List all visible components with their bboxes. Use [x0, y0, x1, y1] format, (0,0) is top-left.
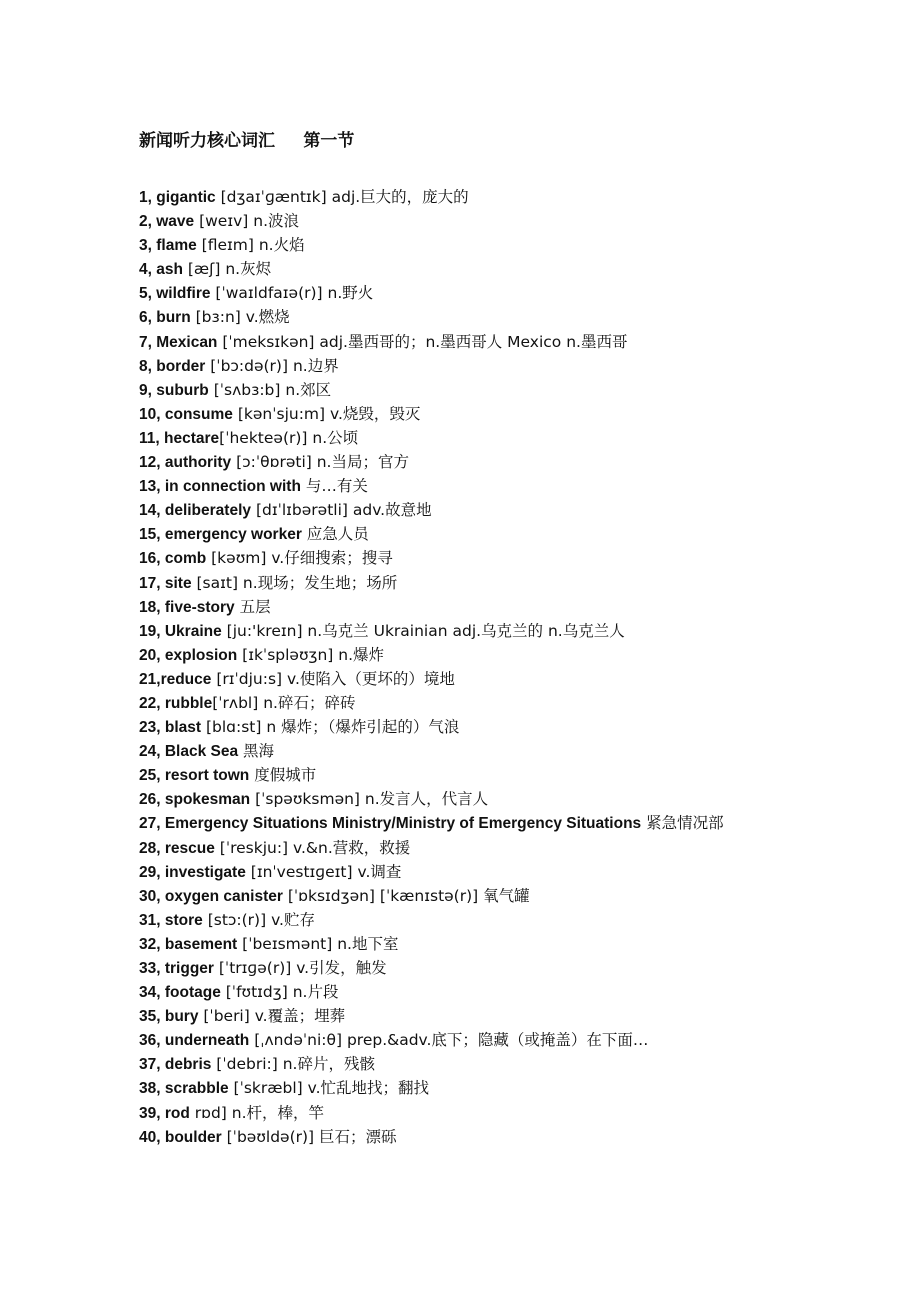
vocab-entry	[139, 185, 724, 209]
entry-headword	[139, 1008, 198, 1025]
entry-number: 7,	[139, 333, 157, 351]
vocab-entry	[139, 715, 724, 739]
entry-number: 12,	[139, 454, 165, 472]
entry-number: 34,	[139, 984, 165, 1002]
entry-headword	[139, 454, 231, 471]
entry-number: 18,	[139, 598, 165, 616]
vocab-entry	[139, 739, 724, 763]
entry-word: in connection with	[164, 478, 301, 496]
entry-definition: [blɑ:st] n 爆炸；（爆炸引起的）气浪	[201, 718, 460, 737]
entry-definition: [kəʊm] v.仔细搜索；搜寻	[206, 549, 393, 568]
entry-definition: [stɔ:(r)] v.贮存	[202, 910, 315, 929]
entry-number: 28,	[139, 839, 165, 857]
entry-word: burn	[156, 309, 191, 327]
entry-word: flame	[156, 237, 197, 255]
vocab-entry	[139, 498, 724, 522]
entry-definition: [weɪv] n.波浪	[194, 212, 300, 231]
entry-number: 36,	[139, 1032, 165, 1050]
entry-number: 22,	[139, 694, 165, 712]
entry-number: 24,	[139, 743, 165, 761]
entry-word: store	[164, 911, 203, 929]
entry-definition: [saɪt] n.现场；发生地；场所	[191, 573, 398, 592]
entry-word: wave	[156, 213, 195, 231]
entry-definition: [ˈdebri:] n.碎片，残骸	[211, 1055, 375, 1074]
entry-headword	[139, 1056, 211, 1073]
entry-definition: 应急人员	[301, 525, 369, 544]
entry-number: 5,	[139, 285, 157, 303]
entry-definition: 与…有关	[300, 477, 368, 496]
entry-word: boulder	[164, 1128, 222, 1146]
vocab-entry	[139, 595, 724, 619]
entry-number: 20,	[139, 646, 165, 664]
entry-definition: 黑海	[238, 742, 275, 761]
entry-headword	[139, 623, 222, 640]
entry-definition: [ju:'kreɪn] n.乌克兰 Ukrainian adj.乌克兰的 n.乌克兰人	[221, 621, 625, 640]
entry-definition: [ˈfʊtɪdʒ] n.片段	[220, 983, 339, 1002]
vocab-entry	[139, 378, 724, 402]
entry-word: hectare	[164, 429, 220, 447]
vocab-entry	[139, 836, 724, 860]
entry-number: 21,	[139, 670, 161, 688]
entry-headword	[139, 599, 235, 616]
entry-headword	[139, 984, 221, 1001]
vocab-entry	[139, 571, 724, 595]
entry-number: 38,	[139, 1080, 165, 1098]
entry-definition: [ˈberi] v.覆盖；埋葬	[198, 1007, 346, 1026]
entry-number: 25,	[139, 767, 165, 785]
entry-word: wildfire	[156, 285, 211, 303]
entry-definition: [ˈspəʊksmən] n.发言人，代言人	[250, 790, 489, 809]
entry-number: 31,	[139, 911, 165, 929]
entry-headword	[139, 767, 249, 784]
entry-headword	[139, 430, 219, 447]
entry-headword	[139, 213, 194, 230]
entry-headword	[139, 936, 237, 953]
entry-headword	[139, 647, 237, 664]
entry-number: 11,	[139, 429, 164, 447]
entry-word: deliberately	[164, 502, 252, 520]
entry-headword	[139, 815, 641, 832]
entry-headword	[139, 864, 246, 881]
entry-word: bury	[164, 1008, 199, 1026]
entry-headword	[139, 695, 212, 712]
entry-definition: [ɪkˈspləʊʒn] n.爆炸	[237, 645, 385, 664]
entry-headword	[139, 1105, 190, 1122]
entry-word: Emergency Situations Ministry/Ministry of Emergency Situations	[164, 815, 642, 833]
entry-word: five-story	[164, 598, 235, 616]
vocab-entry	[139, 787, 724, 811]
entry-word: scrabble	[164, 1080, 229, 1098]
entry-definition: [ɪnˈvestɪɡeɪt] v.调查	[245, 862, 402, 881]
entry-word: gigantic	[156, 189, 216, 206]
entry-word: resort town	[164, 767, 250, 785]
vocab-entry	[139, 305, 724, 329]
vocab-entry	[139, 1125, 724, 1149]
entry-word: oxygen canister	[164, 887, 283, 905]
entry-number: 30,	[139, 887, 165, 905]
vocab-entry	[139, 619, 724, 643]
entry-headword	[139, 526, 302, 543]
vocab-entry	[139, 426, 724, 450]
vocab-entry	[139, 932, 724, 956]
entry-word: blast	[164, 719, 202, 737]
entry-word: border	[156, 357, 206, 375]
page-title: 新闻听力核心词汇 第一节	[139, 131, 355, 150]
entry-number: 27,	[139, 815, 165, 833]
entry-definition: 五层	[234, 597, 271, 616]
entry-number: 9,	[139, 381, 157, 399]
entry-headword	[139, 840, 215, 857]
entry-headword	[139, 478, 301, 495]
entry-number: 37,	[139, 1056, 165, 1074]
entry-number: 17,	[139, 574, 165, 592]
vocabulary-list	[139, 185, 724, 1149]
entry-word: basement	[164, 935, 238, 953]
entry-definition: [dɪˈlɪbərətli] adv.故意地	[251, 501, 432, 520]
entry-definition: [ˈbəʊldə(r)] 巨石；漂砾	[221, 1127, 397, 1146]
vocab-entry	[139, 1076, 724, 1100]
entry-number: 2,	[139, 213, 157, 231]
entry-number: 4,	[139, 261, 157, 279]
entry-definition: [ˈreskju:] v.&n.营救，救援	[214, 838, 411, 857]
vocab-entry	[139, 257, 724, 281]
entry-definition: rɒd] n.杆，棒，竿	[189, 1103, 325, 1122]
entry-word: rod	[164, 1104, 190, 1122]
entry-definition: [ˈmeksɪkən] adj.墨西哥的；n.墨西哥人 Mexico n.墨西哥	[217, 332, 628, 351]
entry-headword	[139, 358, 205, 375]
entry-number: 23,	[139, 719, 165, 737]
entry-word: authority	[164, 454, 232, 472]
entry-definition: [ˈskræbl] v.忙乱地找；翻找	[228, 1079, 430, 1098]
entry-definition: [ˈrʌbl] n.碎石；碎砖	[212, 693, 356, 712]
entry-number: 8,	[139, 357, 157, 375]
entry-headword	[139, 237, 197, 254]
entry-headword	[139, 502, 251, 519]
entry-word: rubble	[164, 694, 213, 712]
entry-word: spokesman	[164, 791, 251, 809]
entry-number: 1,	[139, 189, 157, 206]
vocab-entry	[139, 474, 724, 498]
entry-headword	[139, 550, 206, 567]
vocab-entry	[139, 330, 724, 354]
entry-headword	[139, 888, 283, 905]
entry-word: underneath	[164, 1032, 250, 1050]
entry-number: 13,	[139, 478, 165, 496]
vocab-entry	[139, 667, 724, 691]
entry-word: rescue	[164, 839, 215, 857]
entry-headword	[139, 671, 211, 688]
entry-word: trigger	[164, 960, 214, 977]
entry-number: 32,	[139, 935, 165, 953]
entry-word: explosion	[164, 646, 238, 664]
entry-definition: 紧急情况部	[641, 814, 724, 833]
vocab-entry	[139, 908, 724, 932]
entry-definition: [ˈbeɪsmənt] n.地下室	[237, 934, 399, 953]
entry-definition: [dʒaɪˈɡæntɪk] adj.巨大的，庞大的	[215, 188, 469, 206]
entry-definition: [fleɪm] n.火焰	[196, 236, 305, 255]
vocab-entry	[139, 233, 724, 257]
entry-headword	[139, 334, 217, 351]
entry-word: comb	[164, 550, 207, 568]
entry-number: 14,	[139, 502, 165, 520]
entry-headword	[139, 719, 201, 736]
entry-definition: [ˈhekteə(r)] n.公顷	[219, 428, 359, 447]
vocab-entry	[139, 956, 724, 980]
entry-definition: [ˈwaɪldfaɪə(r)] n.野火	[210, 284, 374, 303]
vocab-entry	[139, 884, 724, 908]
vocab-entry	[139, 860, 724, 884]
vocab-entry	[139, 522, 724, 546]
vocab-entry	[139, 450, 724, 474]
entry-headword	[139, 261, 183, 278]
entry-definition: [rɪˈdju:s] v.使陷入（更坏的）境地	[211, 669, 455, 688]
vocab-entry	[139, 402, 724, 426]
entry-number: 19,	[139, 622, 165, 640]
entry-headword	[139, 575, 192, 592]
entry-headword	[139, 791, 250, 808]
vocab-entry	[139, 1004, 724, 1028]
entry-headword	[139, 285, 211, 302]
entry-number: 40,	[139, 1128, 165, 1146]
entry-word: ash	[156, 261, 183, 279]
entry-number: 33,	[139, 960, 165, 977]
entry-word: Ukraine	[164, 622, 222, 640]
vocab-entry	[139, 763, 724, 787]
entry-headword	[139, 912, 203, 929]
entry-definition: [bɜ:n] v.燃烧	[190, 308, 290, 327]
entry-definition: [ˈsʌbɜ:b] n.郊区	[208, 380, 332, 399]
entry-word: footage	[164, 984, 221, 1002]
entry-headword	[139, 382, 209, 399]
entry-definition: [æʃ] n.灰烬	[182, 260, 272, 279]
entry-word: Black Sea	[164, 743, 239, 761]
entry-word: debris	[164, 1056, 212, 1074]
entry-number: 16,	[139, 550, 165, 568]
vocab-entry	[139, 691, 724, 715]
entry-headword	[139, 743, 238, 760]
entry-word: consume	[164, 405, 233, 423]
entry-definition: [ɔ:ˈθɒrəti] n.当局；官方	[231, 453, 409, 472]
entry-headword	[139, 1129, 222, 1146]
vocab-entry	[139, 1028, 724, 1052]
entry-definition: [ˈɒksɪdʒən] [ˈkænɪstə(r)] 氧气罐	[282, 886, 530, 905]
vocab-entry	[139, 354, 724, 378]
entry-number: 6,	[139, 309, 157, 327]
entry-definition: 度假城市	[249, 766, 317, 785]
vocab-entry	[139, 1101, 724, 1125]
entry-headword	[139, 189, 216, 206]
entry-number: 26,	[139, 791, 165, 809]
entry-headword	[139, 960, 214, 977]
vocab-entry	[139, 980, 724, 1004]
entry-number: 39,	[139, 1104, 165, 1122]
vocab-entry	[139, 546, 724, 570]
entry-definition: [ˈbɔ:də(r)] n.边界	[205, 356, 339, 375]
entry-word: Mexican	[156, 333, 218, 351]
entry-headword	[139, 1080, 229, 1097]
entry-word: reduce	[160, 670, 212, 688]
vocab-entry	[139, 281, 724, 305]
entry-definition: [ˈtrɪɡə(r)] v.引发，触发	[213, 959, 387, 977]
entry-headword	[139, 1032, 249, 1049]
entry-number: 15,	[139, 526, 165, 544]
vocab-entry	[139, 643, 724, 667]
entry-number: 35,	[139, 1008, 165, 1026]
entry-number: 10,	[139, 405, 165, 423]
entry-number: 3,	[139, 237, 157, 255]
vocab-entry	[139, 811, 724, 835]
entry-number: 29,	[139, 863, 165, 881]
vocab-entry	[139, 209, 724, 233]
entry-word: investigate	[164, 863, 246, 881]
entry-definition: [ˌʌndəˈni:θ] prep.&adv.底下；隐藏（或掩盖）在下面…	[249, 1031, 649, 1050]
entry-headword	[139, 406, 233, 423]
vocab-entry	[139, 1052, 724, 1076]
entry-headword	[139, 309, 191, 326]
entry-word: site	[164, 574, 192, 592]
entry-definition: [kənˈsju:m] v.烧毁，毁灭	[232, 404, 421, 423]
entry-word: suburb	[156, 381, 209, 399]
entry-word: emergency worker	[164, 526, 302, 544]
